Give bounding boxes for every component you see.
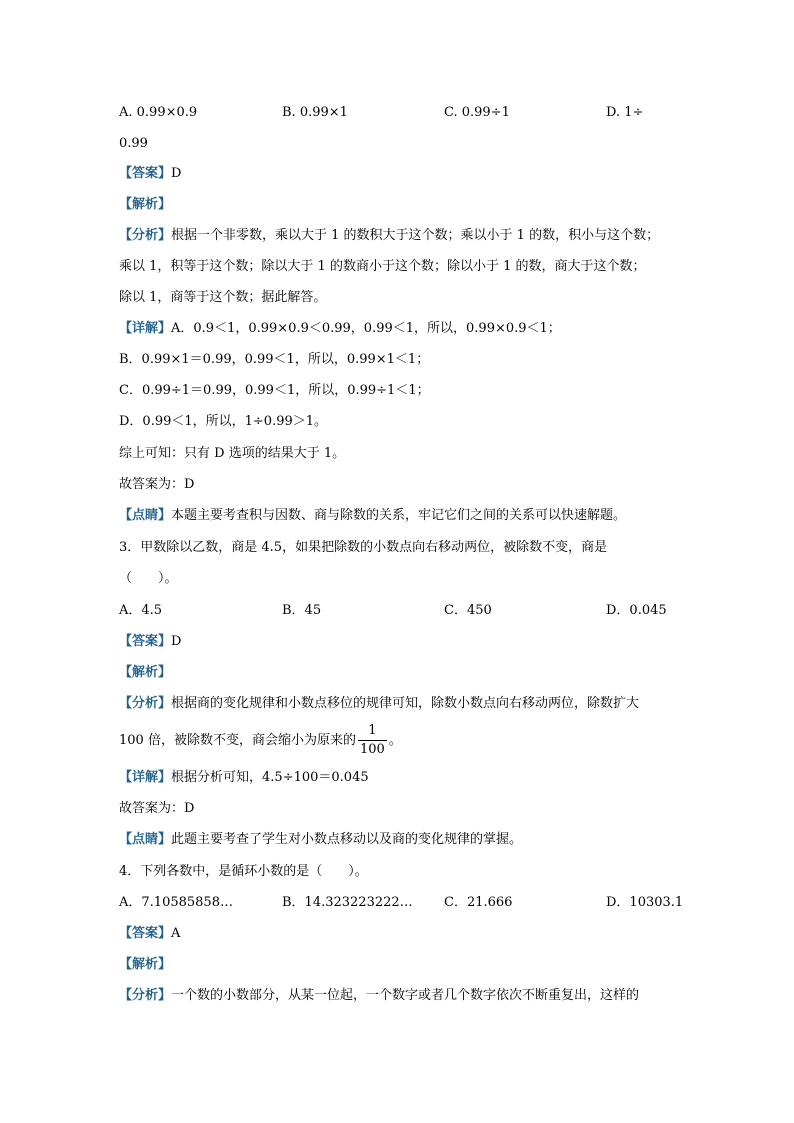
q4-stem: 4．下列各数中，是循环小数的是（ ）。 [119,864,368,879]
fraction [358,722,387,759]
q2-final-answer: 故答案为：D [119,477,195,492]
q3-option-b: B．45 [282,603,322,618]
q2-xiangjie-line-1 [119,319,561,339]
xiangjie-text: 根据分析可知，4.5÷100＝0.045 [171,770,369,785]
q2-xiangjie-line-2: B．0.99×1＝0.99，0.99＜1，所以，0.99×1＜1； [119,352,430,367]
q3-stem-line-1: 3．甲数除以乙数，商是 4.5，如果把除数的小数点向右移动两位，被除数不变，商是 [119,540,608,555]
fenxi-text: 根据商的变化规律和小数点移位的规律可知，除数小数点向右移动两位，除数扩大 [171,696,640,711]
q4-fenxi-line-1 [119,986,639,1006]
fenxi-text: 根据一个非零数，乘以大于 1 的数积大于这个数；乘以小于 1 的数，积小与这个数； [171,228,660,243]
q2-option-c: C. 0.99÷1 [444,105,510,120]
fraction-numerator: 1 [358,722,387,741]
q2-analysis-heading [119,195,171,215]
q3-answer [119,632,181,652]
q4-analysis-heading [119,955,171,975]
q3-dianjing [119,830,522,850]
fraction-denominator: 100 [359,742,385,757]
q4-option-b: B．14.323223222… [282,895,413,910]
q2-xiangjie-line-3: C．0.99÷1＝0.99，0.99＜1，所以，0.99÷1＜1； [119,383,430,398]
fenxi-tag: 【分析】 [119,228,172,243]
fenxi-tag: 【分析】 [119,988,172,1003]
q3-option-a: A．4.5 [119,603,163,618]
q3-fenxi-line-1 [119,694,639,714]
xiangjie-text: A．0.9＜1，0.99×0.9＜0.99，0.99＜1，所以，0.99×0.9＜1； [171,321,561,336]
answer-tag: 【答案】 [119,926,172,941]
fenxi-tag: 【分析】 [119,696,172,711]
dianjing-text: 此题主要考查了学生对小数点移动以及商的变化规律的掌握。 [171,832,523,847]
answer-value: D [171,166,182,181]
q2-option-d-wrap: 0.99 [119,136,148,151]
q3-stem-line-2: （ ）。 [119,571,178,586]
q3-final-answer: 故答案为：D [119,801,195,816]
dianjing-text: 本题主要考查积与因数、商与除数的关系，牢记它们之间的关系可以快速解题。 [171,508,627,523]
q2-summary: 综上可知：只有 D 选项的结果大于 1。 [119,446,346,461]
q3-option-c: C．450 [444,603,492,618]
answer-value: D [171,634,182,649]
q2-option-a: A. 0.99×0.9 [119,105,198,120]
q2-fenxi-line-1 [119,226,659,246]
q4-option-d: D．10303.1 [606,895,684,910]
xiangjie-tag: 【详解】 [119,770,172,785]
q3-option-d: D．0.045 [606,603,667,618]
dianjing-tag: 【点睛】 [119,832,172,847]
q4-option-c: C．21.666 [444,895,513,910]
analysis-tag: 【解析】 [119,665,172,680]
q2-dianjing [119,506,626,526]
answer-tag: 【答案】 [119,166,172,181]
analysis-tag: 【解析】 [119,957,172,972]
q2-xiangjie-line-4: D．0.99＜1，所以，1÷0.99＞1。 [119,414,328,429]
q4-option-a: A．7.10585858… [119,895,233,910]
q2-fenxi-line-2: 乘以 1，积等于这个数；除以大于 1 的数商小于这个数；除以小于 1 的数，商大于这个数； [119,259,646,274]
q2-answer [119,164,181,184]
fenxi-text-post: 。 [388,733,402,748]
q3-xiangjie [119,768,369,788]
q3-fenxi-line-2 [119,722,402,760]
xiangjie-tag: 【详解】 [119,321,172,336]
fenxi-text: 一个数的小数部分，从某一位起，一个数字或者几个数字依次不断重复出，这样的 [171,988,640,1003]
q3-analysis-heading [119,663,171,683]
fenxi-text-pre: 100 倍，被除数不变，商会缩小为原来的 [119,733,356,748]
analysis-tag: 【解析】 [119,197,172,212]
q2-option-b: B. 0.99×1 [282,105,348,120]
answer-value: A [171,926,181,941]
answer-tag: 【答案】 [119,634,172,649]
dianjing-tag: 【点睛】 [119,508,172,523]
q2-fenxi-line-3: 除以 1，商等于这个数；据此解答。 [119,290,327,305]
q2-option-d: D. 1÷ [606,105,644,120]
q4-answer [119,924,180,944]
